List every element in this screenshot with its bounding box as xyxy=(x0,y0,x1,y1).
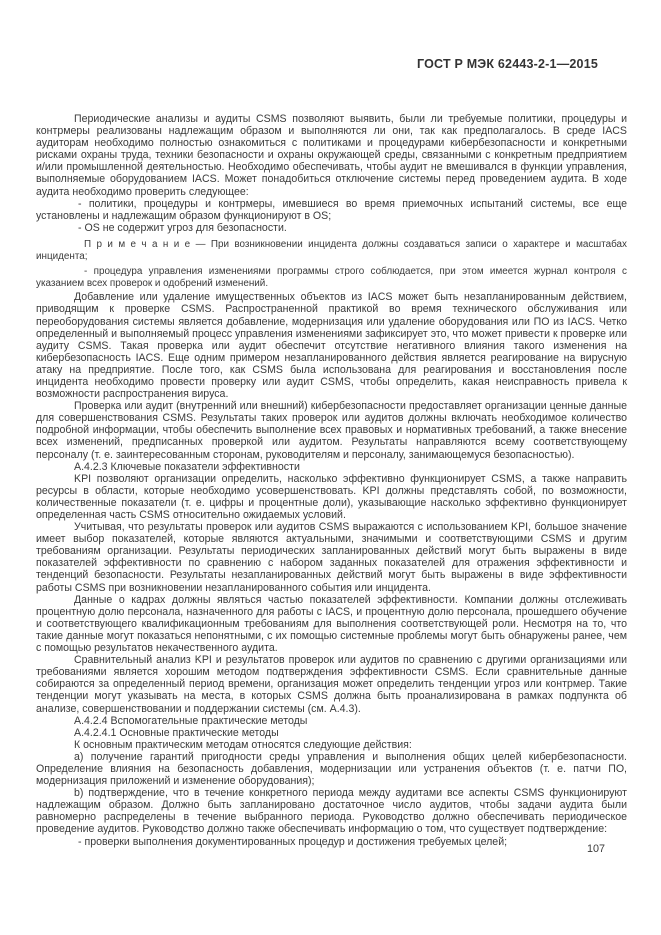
note: П р и м е ч а н и е — При возникновении инцидента должны создаваться записи о характере и масштабах инцидента; xyxy=(36,238,627,262)
note-list-item: - процедура управления изменениями программы строго соблюдается, при этом имеется журнал контроля с указанием всех проверок и одобрений изменений. xyxy=(36,266,627,289)
document-body xyxy=(36,113,627,848)
section-heading: А.4.2.3 Ключевые показатели эффективности xyxy=(74,460,300,473)
paragraph: Сравнительный анализ KPI и результатов проверок или аудитов по сравнению с другими организациями или требованиями является хорошим методом подтверждения эффективности CSMS. Если сравнительные данные собираются за определенный период времени, организация может определить тенденции угроз или контрмер. Такие тенденции могут указывать на места, в которых CSMS должна быть проанализирована в рамках подпункта об анализе, совершенствовании и поддержании системы (см. А.4.3). xyxy=(36,654,627,715)
paragraph: Проверка или аудит (внутренний или внешний) кибербезопасности предоставляет организации ценные данные для совершенствования CSMS. Результаты таких проверок или аудитов должны включать необходимое количество подробной информации, чтобы обеспечить выполнение всех правовых и нормативных требований, а также внесение всех изменений, предписанных проверкой или аудитом. Результаты направляются всему соответствующему персоналу (т. е. заинтересованным сторонам, руководителям и персоналу, занимающемуся безопасностью). xyxy=(36,400,627,461)
running-header-standard-number: ГОСТ Р МЭК 62443-2-1—2015 xyxy=(417,57,598,71)
paragraph: b) подтверждение, что в течение конкретного периода между аудитами все аспекты CSMS функционируют надлежащим образом. Должно быть запланировано достаточное число аудитов, чтобы задачи аудита были равномерно распределены в течение выбранного периода. Руководство должно обеспечивать периодическое проведение аудитов. Руководство должно также обеспечивать информацию о том, что существует подтверждение: xyxy=(36,787,627,836)
paragraph: а) получение гарантий пригодности среды управления и выполнения общих целей кибербезопасности. Определение влияния на безопасность добавления, модернизации или устранения объектов (т. е. патчи ПО, модернизация приложений и изменение оборудования); xyxy=(36,750,627,788)
paragraph: Периодические анализы и аудиты CSMS позволяют выявить, были ли требуемые политики, процедуры и контрмеры реализованы надлежащим образом и выполняются ли они, так как предполагалось. В среде IACS аудиторам необходимо полностью ознакомиться с политиками и процедурами кибербезопасности и конкретными рисками охраны труда, техники безопасности и охраны окружающей среды, связанными с конкретным предприятием и/или промышленной деятельностью. Необходимо обеспечивать, чтобы аудит не вмешивался в функции управления, выполняемые оборудованием IACS. Может понадобиться отключение системы перед проведением аудита. В ходе аудита необходимо проверить следующее: xyxy=(36,113,627,198)
paragraph: KPI позволяют организации определить, насколько эффективно функционирует CSMS, а также направить ресурсы в области, которые необходимо усовершенствовать. KPI должны представлять собой, по возможности, количественные показатели (т. е. цифры и процентные доли), указывающие насколько эффективно функционирует определенная часть CSMS относительно ожидаемых условий. xyxy=(36,472,627,521)
paragraph: Учитывая, что результаты проверок или аудитов CSMS выражаются с использованием KPI, большое значение имеет выбор показателей, которые являются актуальными, значимыми и соответствующими CSMS и другим требованиям организации. Результаты периодических запланированных действий могут быть выражены в виде показателей эффективности по сравнению с набором заданных показателей для отражения эффективности и тенденций безопасности. Результаты незапланированных действий могут быть выражены в виде эффективности работы CSMS при возникновении незапланированного события или инцидента. xyxy=(36,521,627,594)
paragraph: К основным практическим методам относятся следующие действия: xyxy=(74,738,412,751)
list-item: - проверки выполнения документированных процедур и достижения требуемых целей; xyxy=(78,835,508,848)
section-heading: А.4.2.4 Вспомогательные практические методы xyxy=(74,714,308,727)
section-heading: А.4.2.4.1 Основные практические методы xyxy=(74,726,279,739)
paragraph: Добавление или удаление имущественных объектов из IACS может быть незапланированным действием, приводящим к проверке CSMS. Распространенной практикой во время технического обслуживания или переоборудования системы является добавление, модернизация или удаление оборудования или ПО из IACS. Четко определенный и выполняемый процесс управления изменениями зафиксирует это, что может привести к проверке или аудиту CSMS. Такая проверка или аудит обеспечит отсутствие негативного влияния такого изменения на кибербезопасность IACS. Еще одним примером незапланированного действия является реагирование на вирусную атаку на предприятие. После того, как CSMS была использована для реагирования и восстановления после инцидента необходимо провести проверку или аудит CSMS, чтобы определить, какая неисправность привела к возможности распространения вируса. xyxy=(36,291,627,401)
paragraph: Данные о кадрах должны являться частью показателей эффективности. Компании должны отслеживать процентную долю персонала, назначенного для работы с IACS, и процентную долю персонала, прошедшего обучение и соответствующего квалификационным требованиям для выполнения соответствующей роли. Несмотря на то, что такие данные могут показаться непонятными, с их помощью системные проблемы могут быть обнаружены ранее, чем с помощью результатов некачественного аудита. xyxy=(36,593,627,655)
list-item: - политики, процедуры и контрмеры, имевшиеся во время приемочных испытаний системы, все еще установлены и надлежащим образом функционируют в OS; xyxy=(36,197,627,222)
list-item: - OS не содержит угроз для безопасности. xyxy=(78,221,287,234)
page-number: 107 xyxy=(586,843,605,855)
